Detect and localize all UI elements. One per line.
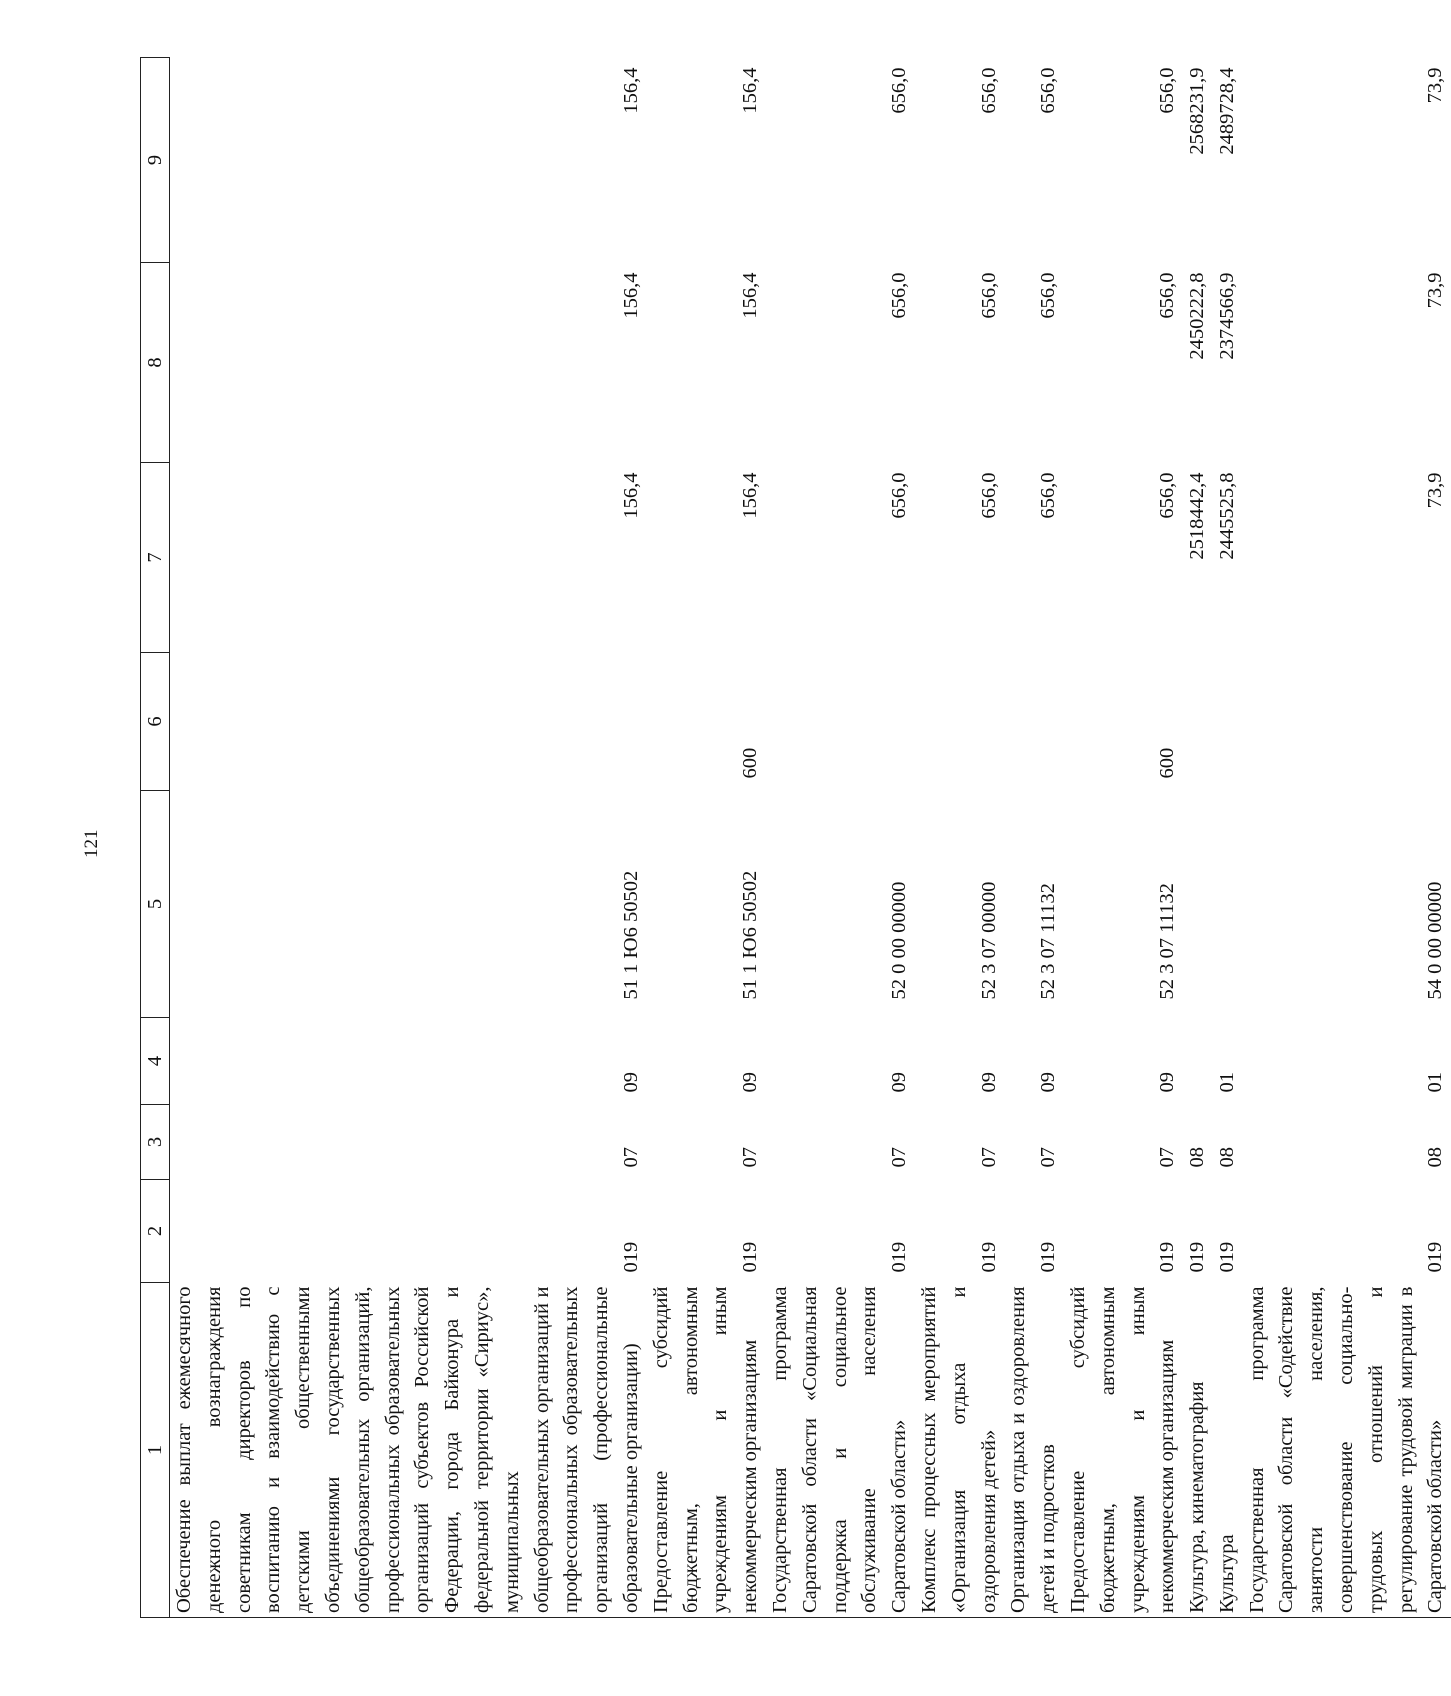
cell-pr: 09: [739, 1072, 762, 1093]
cell-vr: [766, 653, 915, 791]
cell-csr: 52 0 00 00000: [888, 881, 911, 1000]
cell-vr: 600: [739, 747, 762, 779]
cell-pr: [1183, 1018, 1213, 1105]
row-name: Обеспечение выплат ежемесячного денежного вознаграждения советникам директоров по воспитанию и взаимодействию с детскими общественными объединениями государственных общеобразовательных организаций, профессиональных образовательных организаций субъектов Российской Федерации, города Байконура и федеральной территории «Сириус», муниципальных общеобразовательных организаций и профессиональных образовательных организаций (профессиональные образовательные организации): [170, 1283, 647, 1618]
cell-vr: [1243, 653, 1451, 791]
row-name: Предоставление субсидий бюджетным, автономным учреждениям и иным некоммерческим организациям: [647, 1283, 766, 1618]
cell-year2: 156,4: [619, 272, 642, 319]
cell-grbs: 019: [1186, 1241, 1209, 1273]
cell-grbs: 019: [1215, 1241, 1238, 1273]
cell-rz: 07: [888, 1147, 911, 1168]
row-name: Государственная программа Саратовской области «Содействие занятости населения, совершенствование социально-трудовых отношений и регулирование трудовой миграции в Саратовской области»: [1243, 1283, 1451, 1618]
table-row: [915, 58, 1004, 1618]
cell-year3: 156,4: [739, 67, 762, 114]
cell-year2: 656,0: [888, 272, 911, 319]
table-row: [766, 58, 915, 1618]
cell-year1: 656,0: [1156, 472, 1179, 519]
column-header: 7: [141, 463, 170, 653]
table-row: [1213, 58, 1243, 1618]
cell-grbs: 019: [888, 1241, 911, 1273]
column-header: 2: [141, 1180, 170, 1283]
table-row: [170, 58, 647, 1618]
cell-year2: 2450222,8: [1186, 272, 1209, 360]
cell-grbs: 019: [739, 1241, 762, 1273]
header-row: [141, 58, 170, 1618]
cell-csr: 52 3 07 11132: [1156, 883, 1179, 1000]
cell-year2: 656,0: [1156, 272, 1179, 319]
cell-pr: 09: [1156, 1072, 1179, 1093]
table-row: [1004, 58, 1064, 1618]
cell-pr: 09: [1037, 1072, 1060, 1093]
cell-rz: 08: [1215, 1147, 1238, 1168]
cell-year2: 156,4: [739, 272, 762, 319]
cell-vr: [170, 653, 647, 791]
cell-year1: 656,0: [888, 472, 911, 519]
cell-vr: [1004, 653, 1064, 791]
cell-year3: 73,9: [1424, 67, 1447, 104]
cell-vr: [1213, 653, 1243, 791]
column-header: 8: [141, 263, 170, 463]
cell-rz: 08: [1424, 1147, 1447, 1168]
cell-vr: [1183, 653, 1213, 791]
cell-year1: 73,9: [1424, 472, 1447, 509]
cell-pr: 01: [1215, 1072, 1238, 1093]
table-row: [1243, 58, 1451, 1618]
cell-year1: 2518442,4: [1186, 472, 1209, 560]
cell-csr: [1213, 791, 1243, 1018]
cell-grbs: 019: [1156, 1241, 1179, 1273]
cell-pr: 09: [619, 1072, 642, 1093]
cell-grbs: 019: [1037, 1241, 1060, 1273]
row-name: Организация отдыха и оздоровления детей и подростков: [1004, 1283, 1064, 1618]
table-row: [1183, 58, 1213, 1618]
table-row: [1064, 58, 1183, 1618]
cell-pr: 01: [1424, 1072, 1447, 1093]
column-header: 4: [141, 1018, 170, 1105]
cell-pr: 09: [888, 1072, 911, 1093]
cell-year1: 2445525,8: [1215, 472, 1238, 560]
column-header: 9: [141, 58, 170, 263]
cell-year3: 156,4: [619, 67, 642, 114]
rotated-page: [140, 58, 1447, 1618]
budget-table: [140, 57, 1451, 1618]
row-name: Комплекс процессных мероприятий «Организация отдыха и оздоровления детей»: [915, 1283, 1004, 1618]
cell-year1: 656,0: [1037, 472, 1060, 519]
cell-year2: 73,9: [1424, 272, 1447, 309]
column-header: 1: [141, 1283, 170, 1618]
cell-csr: [1183, 791, 1213, 1018]
row-name: Культура, кинематография: [1183, 1283, 1213, 1618]
cell-year1: 156,4: [739, 472, 762, 519]
cell-year1: 656,0: [977, 472, 1000, 519]
cell-grbs: 019: [1424, 1241, 1447, 1273]
cell-year3: 2568231,9: [1186, 67, 1209, 155]
cell-grbs: 019: [619, 1241, 642, 1273]
cell-year3: 656,0: [888, 67, 911, 114]
cell-year2: 2374566,9: [1215, 272, 1238, 360]
cell-csr: 52 3 07 00000: [977, 881, 1000, 1000]
cell-year2: 656,0: [1037, 272, 1060, 319]
cell-rz: 07: [619, 1147, 642, 1168]
cell-year3: 656,0: [1156, 67, 1179, 114]
cell-grbs: 019: [977, 1241, 1000, 1273]
cell-year3: 656,0: [977, 67, 1000, 114]
cell-rz: 07: [739, 1147, 762, 1168]
cell-year2: 656,0: [977, 272, 1000, 319]
row-name: Предоставление субсидий бюджетным, автономным учреждениям и иным некоммерческим организациям: [1064, 1283, 1183, 1618]
cell-pr: 09: [977, 1072, 1000, 1093]
cell-csr: 51 1 Ю6 50502: [619, 870, 642, 1000]
cell-csr: 54 0 00 00000: [1424, 881, 1447, 1000]
column-header: 3: [141, 1105, 170, 1180]
table-row: [647, 58, 766, 1618]
column-header: 5: [141, 791, 170, 1018]
row-name: Культура: [1213, 1283, 1243, 1618]
page-number: 121: [81, 829, 102, 858]
cell-rz: 07: [1037, 1147, 1060, 1168]
cell-rz: 07: [1156, 1147, 1179, 1168]
cell-year1: 156,4: [619, 472, 642, 519]
cell-rz: 07: [977, 1147, 1000, 1168]
cell-rz: 08: [1186, 1147, 1209, 1168]
cell-vr: 600: [1156, 747, 1179, 779]
cell-year3: 2489728,4: [1215, 67, 1238, 155]
cell-csr: 51 1 Ю6 50502: [739, 870, 762, 1000]
cell-vr: [915, 653, 1004, 791]
column-header: 6: [141, 653, 170, 791]
cell-csr: 52 3 07 11132: [1037, 883, 1060, 1000]
cell-year3: 656,0: [1037, 67, 1060, 114]
row-name: Государственная программа Саратовской области «Социальная поддержка и социальное обслуживание населения Саратовской области»: [766, 1283, 915, 1618]
